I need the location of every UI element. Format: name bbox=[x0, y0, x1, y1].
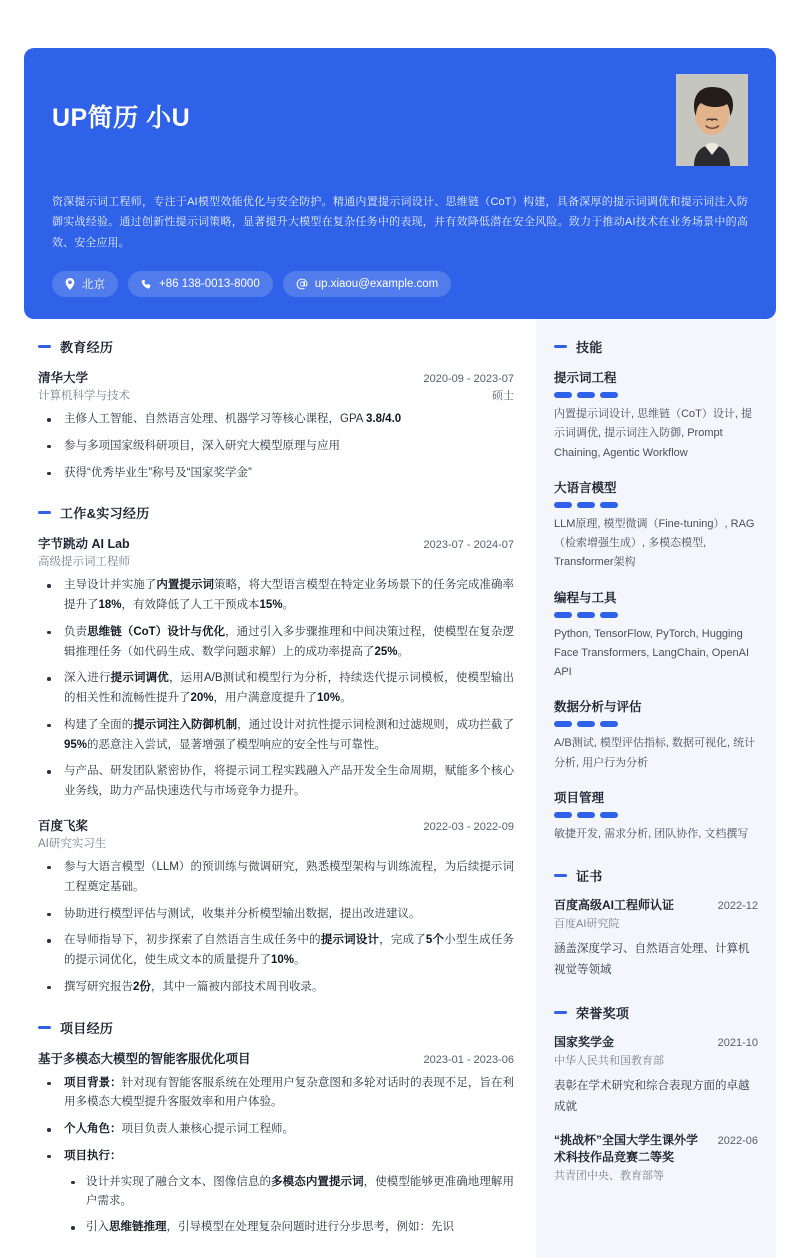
project-entry bbox=[38, 1049, 514, 1238]
skill-level-bar bbox=[554, 392, 572, 398]
skill-level-bar bbox=[554, 812, 572, 818]
award-name: 国家奖学金 bbox=[554, 1034, 615, 1049]
skill-description: LLM原理, 模型微调（Fine-tuning）, RAG（检索增强生成）, 多模态模型, Transformer架构 bbox=[554, 517, 755, 569]
section-dash-icon bbox=[554, 1011, 567, 1014]
entry-title-row bbox=[38, 1049, 514, 1067]
section-header-certificates bbox=[554, 866, 758, 885]
skill-description: A/B测试, 模型评估指标, 数据可视化, 统计分析, 用户行为分析 bbox=[554, 737, 756, 769]
section-dash-icon bbox=[554, 345, 567, 348]
bullet-item: 个人角色：项目负责人兼核心提示词工程师。 bbox=[38, 1120, 514, 1140]
skill-description: Python, TensorFlow, PyTorch, Hugging Face Transformers, LangChain, OpenAI API bbox=[554, 627, 750, 679]
section-dash-icon bbox=[554, 874, 567, 877]
section-header-education bbox=[38, 337, 514, 356]
page-title: UP简历 小U bbox=[52, 104, 191, 132]
certificate-date: 2022-12 bbox=[717, 900, 758, 913]
skill-level-bar bbox=[600, 721, 618, 727]
section-dash-icon bbox=[38, 1026, 51, 1029]
award-title-row bbox=[554, 1132, 758, 1167]
entry-title-row bbox=[38, 816, 514, 834]
award-description: 表彰在学术研究和综合表现方面的卓越成就 bbox=[554, 1080, 750, 1113]
contact-chip-label: 北京 bbox=[82, 279, 105, 292]
work-bullet-list bbox=[38, 576, 514, 802]
award-name: “挑战杯”全国大学生课外学术科技作品竞赛二等奖 bbox=[554, 1132, 699, 1164]
award-date: 2022-06 bbox=[717, 1134, 758, 1147]
contact-chip-phone[interactable] bbox=[128, 271, 273, 297]
bullet-item: 项目执行： 设计并实现了融合文本、图像信息的多模态内置提示词，使模型能够更准确地理解用户需求。 引入思维链推理，引导模型在处理复杂问题时进行分步思考，例如：先识 bbox=[38, 1147, 514, 1238]
education-bullet-list bbox=[38, 410, 514, 483]
skill-level-bar bbox=[577, 392, 595, 398]
section-skills bbox=[554, 337, 758, 844]
section-header-work bbox=[38, 503, 514, 522]
skill-item bbox=[554, 697, 758, 773]
name-block bbox=[52, 74, 190, 134]
project-name: 基于多模态大模型的智能客服优化项目 bbox=[38, 1051, 251, 1066]
section-certificates bbox=[554, 866, 758, 981]
bullet-item: 主导设计并实施了内置提示词策略，将大型语言模型在特定业务场景下的任务完成准确率提升了18%，有效降低了人工干预成本15%。 bbox=[38, 576, 514, 616]
entry-sub-row bbox=[38, 386, 514, 403]
resume-header bbox=[24, 48, 776, 319]
section-work bbox=[38, 503, 514, 997]
contact-chip-location[interactable] bbox=[52, 271, 118, 297]
section-education bbox=[38, 337, 514, 483]
sub-bullet-item: 引入思维链推理，引导模型在处理复杂问题时进行分步思考，例如：先识 bbox=[64, 1218, 514, 1238]
award-issuer: 共青团中央、教育部等 bbox=[554, 1170, 664, 1183]
bullet-item: 参与大语言模型（LLM）的预训练与微调研究，熟悉模型架构与训练流程，为后续提示词工程奠定基础。 bbox=[38, 858, 514, 898]
skill-level-meter bbox=[554, 812, 758, 818]
skill-item bbox=[554, 478, 758, 573]
education-major: 计算机科学与技术 bbox=[38, 390, 130, 403]
skill-level-bar bbox=[577, 502, 595, 508]
work-entry bbox=[38, 534, 514, 802]
skill-description: 内置提示词设计, 思维链（CoT）设计, 提示词调优, 提示词注入防御, Prompt Chaining, Agentic Workflow bbox=[554, 408, 753, 459]
bullet-item: 获得“优秀毕业生”称号及“国家奖学金” bbox=[38, 464, 514, 484]
section-header-awards bbox=[554, 1003, 758, 1022]
section-title: 教育经历 bbox=[60, 340, 114, 356]
section-dash-icon bbox=[38, 345, 51, 348]
award-title-row bbox=[554, 1034, 758, 1051]
bullet-item: 负责思维链（CoT）设计与优化，通过引入多步骤推理和中间决策过程，使模型在复杂逻辑推理任务（如代码生成、数学问题求解）上的成功率提高了25%。 bbox=[38, 623, 514, 663]
award-item bbox=[554, 1034, 758, 1118]
work-bullet-list bbox=[38, 858, 514, 998]
project-bullet-list bbox=[38, 1074, 514, 1238]
work-period: 2022-03 - 2022-09 bbox=[423, 820, 514, 833]
skill-level-bar bbox=[600, 502, 618, 508]
header-top-row bbox=[52, 74, 748, 166]
section-dash-icon bbox=[38, 511, 51, 514]
section-title: 项目经历 bbox=[60, 1020, 114, 1036]
section-projects bbox=[38, 1018, 514, 1238]
bullet-item: 构建了全面的提示词注入防御机制，通过设计对抗性提示词检测和过滤规则，成功拦截了95%的恶意注入尝试，显著增强了模型响应的安全性与可靠性。 bbox=[38, 716, 514, 756]
certificate-description: 涵盖深度学习、自然语言处理、计算机视觉等领域 bbox=[554, 943, 750, 977]
certificate-title-row bbox=[554, 897, 758, 914]
entry-title-row bbox=[38, 534, 514, 552]
bullet-item: 参与多项国家级科研项目，深入研究大模型原理与应用 bbox=[38, 437, 514, 457]
bullet-item: 与产品、研发团队紧密协作，将提示词工程实践融入产品开发全生命周期，赋能多个核心业务线，助力产品快速迭代与市场竞争力提升。 bbox=[38, 762, 514, 802]
section-header-skills bbox=[554, 337, 758, 356]
avatar bbox=[676, 74, 748, 166]
education-degree: 硕士 bbox=[492, 390, 514, 403]
skill-level-meter bbox=[554, 721, 758, 727]
school-name: 清华大学 bbox=[38, 371, 89, 386]
award-issuer: 中华人民共和国教育部 bbox=[554, 1055, 664, 1068]
award-date: 2021-10 bbox=[717, 1036, 758, 1049]
job-title: AI研究实习生 bbox=[38, 837, 107, 850]
email-at-icon bbox=[296, 278, 308, 290]
main-column bbox=[24, 319, 536, 1258]
company-name: 字节跳动 AI Lab bbox=[38, 537, 130, 552]
certificate-name: 百度高级AI工程师认证 bbox=[554, 898, 675, 913]
bullet-item: 深入进行提示词调优，运用A/B测试和模型行为分析，持续迭代提示词模板，使模型输出的相关性和流畅性提升了20%，用户满意度提升了10%。 bbox=[38, 669, 514, 709]
skill-level-meter bbox=[554, 612, 758, 618]
company-name: 百度飞桨 bbox=[38, 818, 89, 833]
skill-level-bar bbox=[554, 612, 572, 618]
skill-name: 数据分析与评估 bbox=[554, 700, 642, 715]
skill-level-bar bbox=[554, 721, 572, 727]
skill-description: 敏捷开发, 需求分析, 团队协作, 文档撰写 bbox=[554, 827, 749, 840]
sub-bullet-list bbox=[64, 1173, 514, 1238]
certificate-issuer: 百度AI研究院 bbox=[554, 918, 620, 931]
work-entry bbox=[38, 816, 514, 998]
certificate-item bbox=[554, 897, 758, 981]
award-item bbox=[554, 1132, 758, 1184]
location-pin-icon bbox=[65, 278, 75, 290]
contact-chip-email[interactable] bbox=[283, 271, 452, 297]
skill-item bbox=[554, 788, 758, 844]
sidebar-column bbox=[536, 319, 776, 1258]
skill-name: 提示词工程 bbox=[554, 371, 617, 386]
phone-icon bbox=[141, 279, 152, 290]
bullet-item: 撰写研究报告2份，其中一篇被内部技术周刊收录。 bbox=[38, 978, 514, 998]
contact-chip-label: +86 138-0013-8000 bbox=[159, 278, 260, 291]
profile-summary: 资深提示词工程师，专注于AI模型效能优化与安全防护。精通内置提示词设计、思维链（CoT）构建，具备深厚的提示词调优和提示词注入防御实战经验。通过创新性提示词策略，显著提升大模型在复杂任务中的表现，并有效降低潜在安全风险。致力于推动AI技术在业务场景中的高效、安全应用。 bbox=[52, 196, 748, 249]
project-period: 2023-01 - 2023-06 bbox=[423, 1053, 514, 1066]
skill-item bbox=[554, 588, 758, 683]
skill-name: 大语言模型 bbox=[554, 480, 617, 495]
bullet-item: 主修人工智能、自然语言处理、机器学习等核心课程，GPA 3.8/4.0 bbox=[38, 410, 514, 430]
skill-list bbox=[554, 368, 758, 844]
sub-bullet-item: 设计并实现了融合文本、图像信息的多模态内置提示词，使模型能够更准确地理解用户需求。 bbox=[64, 1173, 514, 1213]
contact-chip-label: up.xiaou@example.com bbox=[314, 278, 439, 291]
education-entry bbox=[38, 368, 514, 483]
job-title: 高级提示词工程师 bbox=[38, 556, 130, 569]
resume-body bbox=[24, 319, 776, 1258]
section-header-projects bbox=[38, 1018, 514, 1037]
avatar-portrait-icon bbox=[676, 74, 748, 166]
section-title: 工作&实习经历 bbox=[60, 506, 150, 522]
skill-level-bar bbox=[600, 612, 618, 618]
skill-level-bar bbox=[577, 812, 595, 818]
bullet-item: 协助进行模型评估与测试，收集并分析模型输出数据，提出改进建议。 bbox=[38, 905, 514, 925]
bullet-item: 项目背景：针对现有智能客服系统在处理用户复杂意图和多轮对话时的表现不足，旨在利用多模态大模型提升客服效率和用户体验。 bbox=[38, 1074, 514, 1114]
skill-name: 编程与工具 bbox=[554, 590, 617, 605]
section-title: 荣誉奖项 bbox=[576, 1005, 630, 1021]
section-awards bbox=[554, 1003, 758, 1184]
skill-level-bar bbox=[577, 721, 595, 727]
work-period: 2023-07 - 2024-07 bbox=[423, 539, 514, 552]
skill-level-meter bbox=[554, 502, 758, 508]
skill-level-bar bbox=[577, 612, 595, 618]
bullet-item: 在导师指导下，初步探索了自然语言生成任务中的提示词设计，完成了5个小型生成任务的提示词优化，使生成文本的质量提升了10%。 bbox=[38, 931, 514, 971]
contact-chip-list bbox=[52, 271, 748, 297]
entry-title-row bbox=[38, 368, 514, 386]
skill-level-bar bbox=[600, 392, 618, 398]
education-period: 2020-09 - 2023-07 bbox=[423, 373, 514, 386]
skill-name: 项目管理 bbox=[554, 790, 605, 805]
skill-item bbox=[554, 368, 758, 463]
skill-level-meter bbox=[554, 392, 758, 398]
section-title: 技能 bbox=[576, 340, 603, 356]
skill-level-bar bbox=[600, 812, 618, 818]
skill-level-bar bbox=[554, 502, 572, 508]
section-title: 证书 bbox=[576, 869, 603, 885]
